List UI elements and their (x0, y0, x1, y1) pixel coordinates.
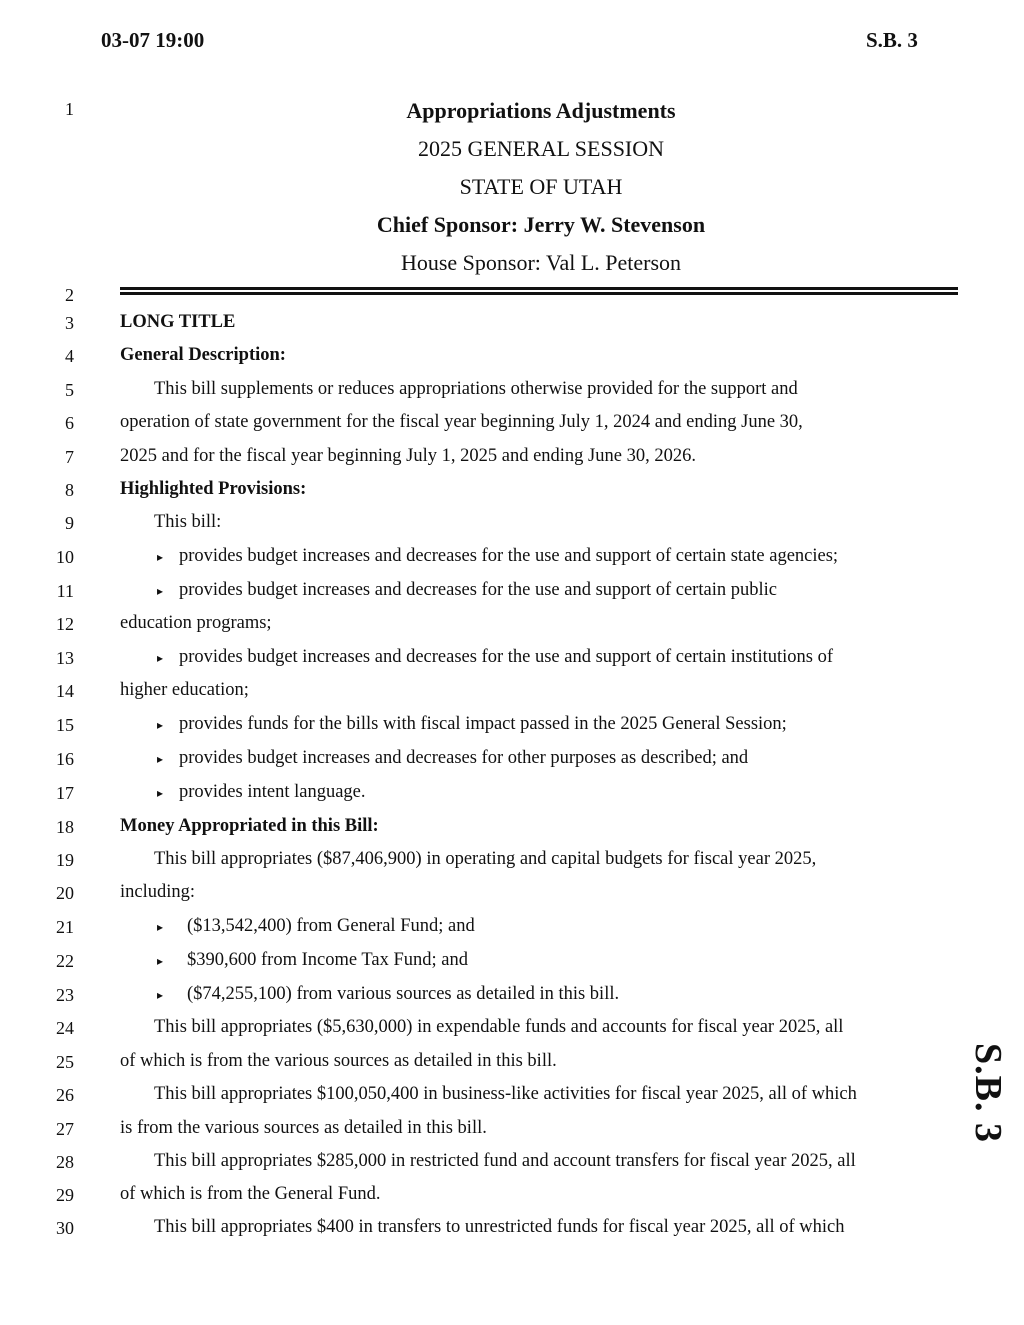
state-label: STATE OF UTAH (459, 174, 623, 199)
line-number: 13 (56, 648, 74, 668)
bullet-icon: ▸ (157, 584, 164, 598)
line-number: 1 (65, 99, 74, 119)
bullet-icon: ▸ (157, 550, 164, 564)
line-number: 24 (56, 1018, 74, 1038)
line-number: 26 (56, 1085, 74, 1105)
body-line: This bill appropriates ($87,406,900) in operating and capital budgets for fiscal year 2025, (154, 849, 817, 869)
line-number: 4 (65, 346, 74, 366)
bill-title: Appropriations Adjustments (406, 98, 676, 123)
house-sponsor: House Sponsor: Val L. Peterson (400, 250, 682, 275)
bullet-icon: ▸ (157, 988, 164, 1002)
line-number: 25 (56, 1052, 74, 1072)
general-description-heading: General Description: (120, 345, 286, 365)
title-rule-bottom (120, 292, 958, 295)
funding-item: ($74,255,100) from various sources as detailed in this bill. (187, 984, 620, 1004)
line-number: 28 (56, 1152, 74, 1172)
funding-item: ($13,542,400) from General Fund; and (187, 916, 475, 936)
body-line: This bill appropriates $285,000 in restricted fund and account transfers for fiscal year 2025, all (154, 1151, 856, 1171)
line-number: 10 (56, 547, 74, 567)
bullet-icon: ▸ (157, 752, 164, 766)
line-number: 15 (56, 715, 74, 735)
line-number: 8 (65, 480, 74, 500)
provision-item: provides funds for the bills with fiscal impact passed in the 2025 General Session; (179, 714, 787, 734)
provision-item: provides budget increases and decreases for the use and support of certain institutions of (179, 647, 833, 667)
body-line: including: (120, 882, 196, 902)
line-number: 2 (65, 285, 74, 305)
header-timestamp: 03-07 19:00 (101, 28, 205, 52)
body-line: of which is from the General Fund. (120, 1184, 381, 1204)
line-number: 11 (56, 581, 74, 601)
bullet-icon: ▸ (157, 718, 164, 732)
provision-item: provides budget increases and decreases for other purposes as described; and (179, 748, 749, 768)
line-number: 3 (65, 313, 74, 333)
session-label: 2025 GENERAL SESSION (417, 136, 665, 161)
line-number: 23 (56, 985, 74, 1005)
body-line: education programs; (120, 613, 272, 633)
line-number: 12 (56, 614, 74, 634)
line-number: 21 (56, 917, 74, 937)
provision-item: provides budget increases and decreases for the use and support of certain state agencies; (179, 546, 839, 566)
body-line: This bill: (154, 512, 222, 532)
long-title-heading: LONG TITLE (120, 312, 236, 332)
line-number: 27 (56, 1119, 74, 1139)
line-number: 7 (65, 447, 74, 467)
body-line: 2025 and for the fiscal year beginning July 1, 2025 and ending June 30, 2026. (120, 446, 696, 466)
bullet-icon: ▸ (157, 786, 164, 800)
bullet-icon: ▸ (157, 920, 164, 934)
highlighted-provisions-heading: Highlighted Provisions: (120, 479, 307, 499)
line-number: 5 (65, 380, 74, 400)
bullet-icon: ▸ (157, 651, 164, 665)
line-number: 6 (65, 413, 74, 433)
line-number: 16 (56, 749, 74, 769)
body-line: higher education; (120, 680, 249, 700)
body-line: operation of state government for the fiscal year beginning July 1, 2024 and ending June 30, (120, 412, 803, 432)
body-line: This bill appropriates ($5,630,000) in expendable funds and accounts for fiscal year 2025, all (154, 1017, 844, 1037)
body-line: This bill appropriates $100,050,400 in business-like activities for fiscal year 2025, all of which (154, 1084, 857, 1104)
body-line: of which is from the various sources as detailed in this bill. (120, 1051, 557, 1071)
bullet-icon: ▸ (157, 954, 164, 968)
line-number: 29 (56, 1185, 74, 1205)
body-line: This bill appropriates $400 in transfers to unrestricted funds for fiscal year 2025, all of which (154, 1217, 845, 1237)
line-number: 17 (56, 783, 74, 803)
line-number: 30 (56, 1218, 74, 1238)
line-number: 18 (56, 817, 74, 837)
money-appropriated-heading: Money Appropriated in this Bill: (120, 816, 379, 836)
line-number: 14 (56, 681, 74, 701)
title-rule-top (120, 287, 958, 290)
funding-item: $390,600 from Income Tax Fund; and (187, 950, 468, 970)
body-line: is from the various sources as detailed in this bill. (120, 1118, 487, 1138)
line-number: 20 (56, 883, 74, 903)
side-bill-label: S.B. 3 (967, 1043, 1009, 1143)
line-number: 9 (65, 513, 74, 533)
line-number: 19 (56, 850, 74, 870)
provision-item: provides budget increases and decreases for the use and support of certain public (179, 580, 777, 600)
chief-sponsor: Chief Sponsor: Jerry W. Stevenson (376, 212, 706, 237)
header-bill-number: S.B. 3 (866, 28, 918, 52)
provision-item: provides intent language. (179, 782, 366, 802)
body-line: This bill supplements or reduces appropriations otherwise provided for the support and (154, 379, 798, 399)
line-number: 22 (56, 951, 74, 971)
